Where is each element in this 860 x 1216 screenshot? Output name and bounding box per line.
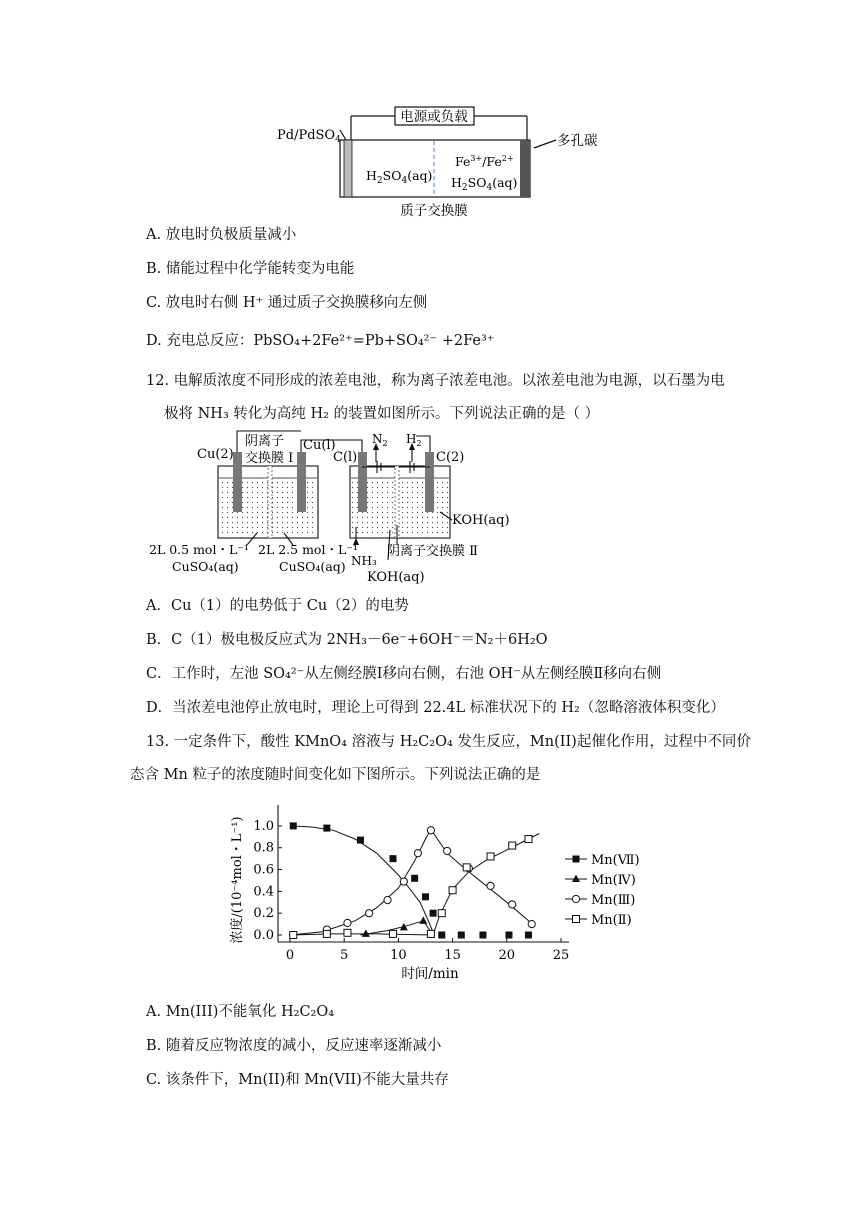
data-point — [427, 930, 434, 937]
chart-ylabel: 浓度/(10⁻⁴mol・L⁻¹) — [230, 816, 245, 944]
data-point — [400, 923, 408, 931]
right-solution-label-2: $H_2SO_4(aq)$ — [451, 175, 518, 193]
y-tick-label: 0.8 — [253, 840, 274, 856]
right-solution-label-1: $Fe^{3+}/Fe^{2+}$ — [455, 154, 514, 169]
data-point — [479, 932, 486, 939]
data-point — [422, 893, 429, 900]
chart-xlabel: 时间/min — [401, 966, 459, 982]
data-point — [438, 910, 445, 917]
koh-right-label: KOH(aq) — [452, 513, 510, 528]
cell-diagram — [0, 0, 860, 225]
koh-bottom-label: KOH(aq) — [367, 570, 425, 585]
membrane-1 — [268, 466, 272, 538]
q12-option-c: C．工作时，左池 SO₄²⁻从左侧经膜Ⅰ移向右侧，右池 OH⁻从左侧经膜Ⅱ移向右侧 — [146, 666, 662, 682]
data-point — [344, 929, 351, 936]
data-point — [290, 822, 297, 829]
data-point — [411, 875, 418, 882]
c2-electrode — [425, 452, 434, 512]
y-tick-label: 0.4 — [253, 884, 274, 900]
x-tick-label: 20 — [498, 948, 516, 963]
y-tick-label: 0.2 — [253, 906, 274, 922]
legend-marker — [572, 895, 579, 902]
data-point — [487, 853, 494, 860]
data-point — [528, 920, 535, 927]
data-point — [389, 930, 396, 937]
legend-label: Mn(Ⅲ) — [591, 893, 636, 908]
data-point — [458, 932, 465, 939]
data-point — [323, 930, 330, 937]
left-solution-label: $H_2SO_4(aq)$ — [366, 168, 433, 186]
power-label: 电源或负载 — [400, 109, 468, 125]
q11-option-d: D. 充电总反应：PbSO₄+2Fe²⁺=Pb+SO₄²⁻ +2Fe³⁺ — [146, 333, 495, 349]
membrane1-label-2: 交换膜 I — [245, 451, 294, 466]
n2-label: $N_2$ — [372, 432, 388, 448]
concentration-cell-diagram — [0, 425, 860, 590]
h2-label: $H_2$ — [406, 432, 422, 448]
left-solution-2: CuSO₄(aq) — [172, 559, 239, 574]
q12-stem-line2: 极将 NH₃ 转化为高纯 H₂ 的装置如图所示。下列说法正确的是（ ） — [164, 406, 600, 422]
series-line — [290, 834, 539, 936]
q13-stem-line2: 态含 Mn 粒子的浓度随时间变化如下图所示。下列说法正确的是 — [130, 767, 541, 783]
x-tick-label: 25 — [552, 948, 570, 963]
q12-option-a: A．Cu（1）的电势低于 Cu（2）的电势 — [146, 598, 409, 614]
data-point — [509, 901, 516, 908]
cu1-electrode — [297, 452, 306, 512]
q11-option-b: B. 储能过程中化学能转变为电能 — [146, 261, 355, 277]
membrane2-label: 阴离子交换膜 Ⅱ — [387, 544, 478, 559]
mid-solution-1: 2L 2.5 mol・L⁻¹ — [258, 542, 358, 557]
data-point — [366, 910, 373, 917]
carbon-electrode — [520, 140, 530, 197]
data-point — [384, 896, 391, 903]
y-tick-label: 0.0 — [253, 928, 274, 943]
data-point — [290, 932, 297, 939]
concentration-time-chart — [0, 795, 860, 990]
data-point — [414, 850, 421, 857]
q13-option-c: C. 该条件下，Mn(II)和 Mn(VII)不能大量共存 — [146, 1072, 449, 1088]
pd-label: Pd/PdSO$_4$ — [277, 128, 341, 145]
legend-label: Mn(Ⅶ) — [591, 853, 640, 868]
data-point — [525, 932, 532, 939]
pd-electrode — [344, 140, 352, 197]
data-point — [430, 910, 437, 917]
q11-option-a: A. 放电时负极质量减小 — [146, 227, 297, 243]
q11-option-c: C. 放电时右侧 H⁺ 通过质子交换膜移向左侧 — [146, 295, 428, 311]
x-tick-label: 15 — [444, 948, 461, 963]
data-point — [400, 878, 407, 885]
data-point — [344, 919, 351, 926]
data-point — [323, 825, 330, 832]
data-point — [357, 837, 364, 844]
cu1-label: Cu(l) — [303, 438, 336, 453]
left-solution-1: 2L 0.5 mol・L⁻¹ — [149, 542, 249, 557]
nh3-label: NH₃ — [351, 554, 377, 568]
data-point — [438, 932, 445, 939]
data-point — [427, 827, 434, 834]
cu2-electrode — [233, 452, 242, 512]
x-tick-label: 5 — [340, 948, 349, 963]
q12-option-d: D．当浓差电池停止放电时，理论上可得到 22.4L 标准状况下的 H₂（忽略溶液体积变化） — [146, 700, 725, 716]
y-tick-label: 0.6 — [253, 862, 274, 878]
legend-marker — [573, 856, 580, 863]
legend-label: Mn(Ⅱ) — [591, 913, 632, 928]
c2-label: C(2) — [436, 450, 465, 465]
membrane-label: 质子交换膜 — [400, 203, 468, 219]
data-point — [419, 916, 427, 924]
data-point — [463, 864, 470, 871]
c1-label: C(l) — [333, 450, 358, 465]
legend-marker — [573, 916, 580, 923]
q12-stem-line1: 12. 电解质浓度不同形成的浓差电池，称为离子浓差电池。以浓差电池为电源，以石墨为电 — [146, 373, 725, 389]
mid-solution-2: CuSO₄(aq) — [279, 559, 346, 574]
carbon-label: 多孔碳 — [557, 133, 598, 149]
x-tick-label: 10 — [390, 948, 407, 963]
data-point — [487, 882, 494, 889]
data-point — [505, 932, 512, 939]
q13-option-a: A. Mn(III)不能氧化 H₂C₂O₄ — [146, 1004, 335, 1020]
y-tick-label: 1.0 — [253, 818, 274, 834]
q12-option-b: B．C（1）极电极反应式为 2NH₃－6e⁻+6OH⁻＝N₂＋6H₂O — [146, 632, 548, 648]
data-point — [525, 836, 532, 843]
data-point — [509, 842, 516, 849]
legend-marker — [572, 875, 580, 883]
cu2-label: Cu(2) — [197, 447, 234, 462]
legend-label: Mn(Ⅳ) — [591, 873, 636, 888]
series-line — [290, 829, 534, 935]
data-point — [389, 855, 396, 862]
data-point — [449, 887, 456, 894]
c1-electrode — [358, 452, 367, 512]
q13-option-b: B. 随着反应物浓度的减小，反应速率逐渐减小 — [146, 1038, 442, 1054]
membrane1-label-1: 阴离子 — [245, 434, 285, 449]
q13-stem-line1: 13. 一定条件下，酸性 KMnO₄ 溶液与 H₂C₂O₄ 发生反应，Mn(II)起催化作用，过程中不同价 — [146, 734, 751, 750]
data-point — [444, 847, 451, 854]
x-tick-label: 0 — [285, 948, 295, 963]
data-point — [362, 929, 370, 937]
